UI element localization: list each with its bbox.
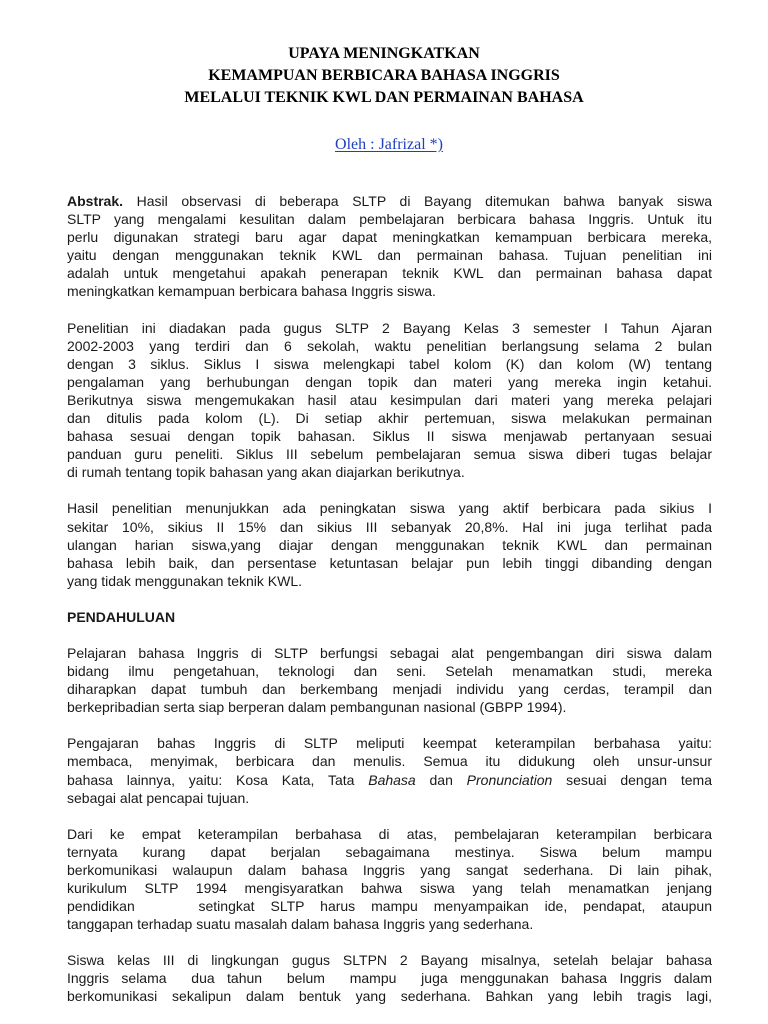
title-line: MELALUI TEKNIK KWL DAN PERMAINAN BAHASA	[184, 89, 584, 106]
text-line: 2002-2003 yang terdiri dan 6 sekolah, waktu penelitian berlangsung selama 2 bulan	[67, 337, 712, 354]
intro-paragraph-1	[67, 644, 712, 716]
author-link[interactable]: Oleh : Jafrizal *)	[335, 136, 443, 153]
italic-term: Bahasa	[368, 771, 416, 788]
text-line: bahasa lebih baik, dan persentase ketuntasan belajar pun lebih tinggi dibanding dengan	[67, 554, 712, 571]
text-run: dan	[415, 771, 467, 788]
text-run: sesuai dengan tema	[552, 771, 712, 788]
intro-paragraph-2	[67, 734, 712, 806]
text-line: dengan 3 siklus. Siklus I siswa melengkapi tabel kolom (K) dan kolom (W) tentang	[67, 355, 712, 372]
paper-body	[67, 192, 712, 1024]
text-line: meningkatkan kemampuan berbicara bahasa Inggris siswa.	[67, 283, 436, 300]
text-line: membaca, menyimak, berbicara dan menulis. Semua itu didukung oleh unsur-unsur	[67, 753, 712, 770]
results-paragraph	[67, 499, 712, 589]
title-line: KEMAMPUAN BERBICARA BAHASA INGGRIS	[208, 67, 560, 84]
abstract-paragraph	[67, 192, 712, 301]
author-line	[0, 135, 768, 155]
text-line: pengalaman yang berhubungan dengan topik dan materi yang mereka ingin ketahui.	[67, 373, 712, 390]
text-line	[67, 192, 712, 210]
text-line: ternyata kurang dapat berjalan sebagaimana mestinya. Siswa belum mampu	[67, 843, 712, 860]
text-line: tanggapan terhadap suatu masalah dalam bahasa Inggris yang sederhana.	[67, 916, 534, 933]
text-line: Pengajaran bahas Inggris di SLTP meliputi keempat keterampilan berbahasa yaitu:	[67, 735, 712, 752]
text-line: yaitu dengan menggunakan teknik KWL dan permainan bahasa. Tujuan penelitian ini	[67, 247, 712, 264]
text-line: panduan guru peneliti. Siklus III sebelum pembelajaran semua siswa diberi tugas belajar	[67, 446, 712, 463]
text-line: bidang ilmu pengetahuan, teknologi dan seni. Setelah menamatkan studi, mereka	[67, 663, 712, 680]
abstract-first-line: Hasil observasi di beberapa SLTP di Bayang ditemukan bahwa banyak siswa	[123, 193, 712, 209]
text-line: adalah untuk mengetahui apakah penerapan teknik KWL dan permainan bahasa dapat	[67, 265, 712, 282]
title-line: UPAYA MENINGKATKAN	[288, 45, 480, 62]
text-line: kurikulum SLTP 1994 mengisyaratkan bahwa siswa yang telah menamatkan jenjang	[67, 880, 712, 896]
text-line: Hasil penelitian menunjukkan ada peningkatan siswa yang aktif berbicara pada sikius I	[67, 500, 712, 517]
text-line: berkomunikasi walaupun dalam bahasa Inggris yang sangat sederhana. Di lain pihak,	[67, 861, 712, 878]
italic-term: Pronunciation	[466, 771, 553, 788]
intro-paragraph-3	[67, 825, 712, 934]
text-line	[67, 771, 712, 789]
text-line: berkepribadian serta siap berperan dalam pembangunan nasional (GBPP 1994).	[67, 699, 567, 716]
text-line: Siswa kelas III di lingkungan gugus SLTPN 2 Bayang misalnya, setelah belajar bahasa	[67, 952, 712, 969]
text-line: berkomunikasi sekalipun dalam bentuk yang sederhana. Bahkan yang lebih tragis lagi,	[67, 988, 712, 1005]
text-line: sekitar 10%, sikius II 15% dan sikius III sebanyak 20,8%. Hal ini juga terlihat pada	[67, 518, 712, 535]
text-run: bahasa lainnya, yaitu: Kosa Kata, Tata	[67, 771, 369, 788]
text-line: perlu digunakan strategi baru agar dapat meningkatkan kemampuan berbicara mereka,	[67, 229, 712, 246]
intro-paragraph-4	[67, 951, 712, 1005]
text-line: SLTP yang mengalami kesulitan dalam pembelajaran berbicara bahasa Inggris. Untuk itu	[67, 211, 712, 228]
text-line: diharapkan dapat tumbuh dan berkembang menjadi individu yang cerdas, terampil dan	[67, 681, 712, 698]
text-line: Dari ke empat keterampilan berbahasa di atas, pembelajaran keterampilan berbicara	[67, 825, 712, 842]
text-line: dan ditulis pada kolom (L). Di setiap akhir pertemuan, siswa melakukan permainan	[67, 410, 712, 427]
abstract-label: Abstrak.	[67, 193, 124, 209]
text-line: Penelitian ini diadakan pada gugus SLTP 2 Bayang Kelas 3 semester I Tahun Ajaran	[67, 319, 712, 336]
text-line: ulangan harian siswa,yang diajar dengan menggunakan teknik KWL dan permainan	[67, 536, 712, 553]
text-line: Inggris selama dua tahun belum mampu juga menggunakan bahasa Inggris dalam	[67, 970, 712, 987]
text-line: yang tidak menggunakan teknik KWL.	[67, 572, 303, 589]
section-heading: PENDAHULUAN	[67, 608, 176, 625]
text-line: sebagai alat pencapai tujuan.	[67, 789, 250, 806]
text-line: Berikutnya siswa mengemukakan hasil atau kesimpulan dari materi yang mereka pelajari	[67, 391, 712, 408]
text-line: Pelajaran bahasa Inggris di SLTP berfungsi sebagai alat pengembangan diri siswa dalam	[67, 644, 712, 661]
method-paragraph	[67, 319, 712, 482]
text-line: pendidikan setingkat SLTP harus mampu menyampaikan ide, pendapat, ataupun	[67, 898, 712, 915]
text-line: di rumah tentang topik bahasan yang akan diajarkan berikutnya.	[67, 464, 465, 481]
paper-title	[0, 43, 768, 109]
text-line: bahasa sesuai dengan topik bahasan. Siklus II siswa menjawab pertanyaan sesuai	[67, 428, 712, 445]
